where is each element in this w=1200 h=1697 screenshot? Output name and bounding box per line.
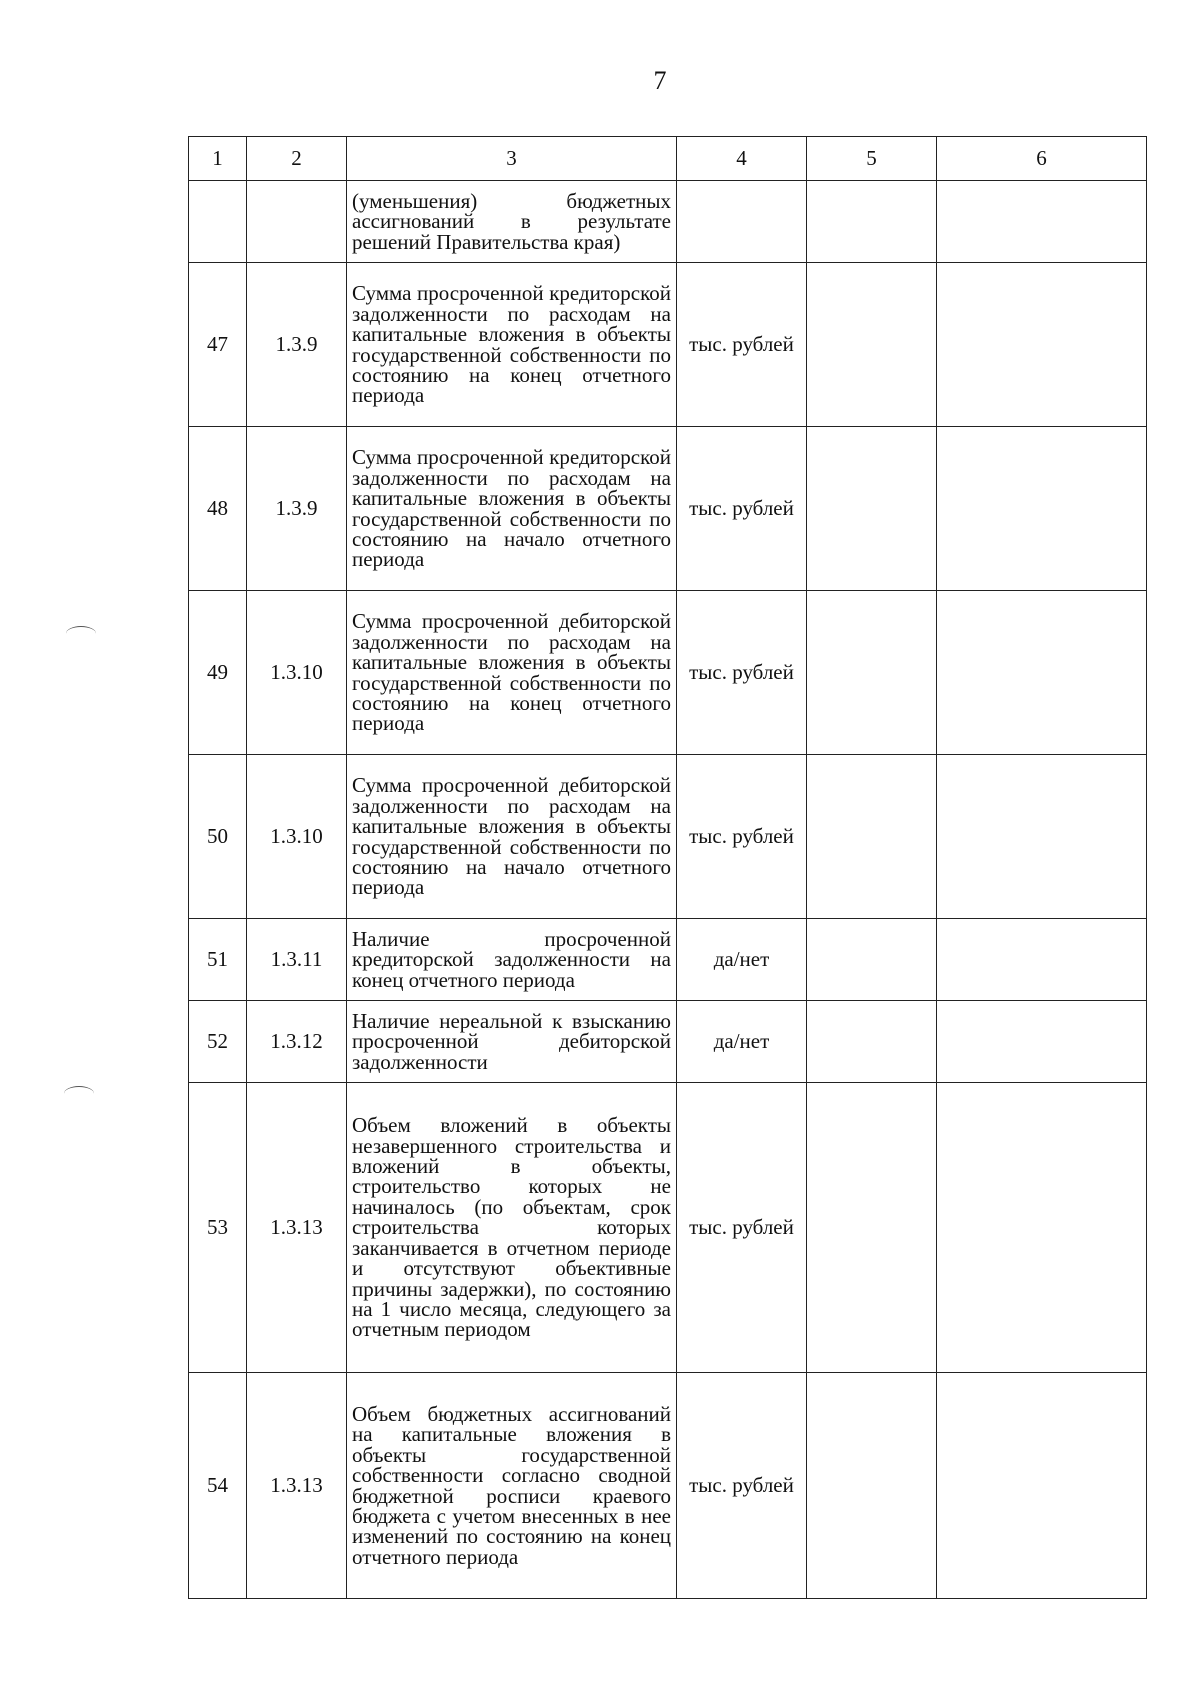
- row-value-6-cell: [937, 1083, 1147, 1373]
- row-unit-cell: да/нет: [677, 919, 807, 1001]
- table-row: [189, 263, 1147, 427]
- row-code-cell: 1.3.9: [247, 263, 347, 427]
- row-number-cell: 48: [189, 427, 247, 591]
- row-code-cell: 1.3.10: [247, 591, 347, 755]
- row-description-cell: Наличие просроченной кредиторской задолженности на конец отчетного периода: [347, 919, 677, 1001]
- row-unit-cell: да/нет: [677, 1001, 807, 1083]
- row-value-6-cell: [937, 919, 1147, 1001]
- row-number-cell: 50: [189, 755, 247, 919]
- row-value-6-cell: [937, 181, 1147, 263]
- table-row: [189, 1373, 1147, 1599]
- scan-mark-1: [66, 626, 96, 641]
- row-number-cell: 49: [189, 591, 247, 755]
- row-number-cell: [189, 181, 247, 263]
- row-value-5-cell: [807, 591, 937, 755]
- row-value-5-cell: [807, 1001, 937, 1083]
- header-col-4: 4: [677, 137, 807, 181]
- row-code-cell: 1.3.13: [247, 1083, 347, 1373]
- row-number-cell: 47: [189, 263, 247, 427]
- scan-mark-2: [64, 1086, 94, 1101]
- header-col-1: 1: [189, 137, 247, 181]
- row-value-6-cell: [937, 1373, 1147, 1599]
- row-code-cell: 1.3.13: [247, 1373, 347, 1599]
- row-value-6-cell: [937, 263, 1147, 427]
- row-unit-cell: тыс. рублей: [677, 755, 807, 919]
- row-number-cell: 52: [189, 1001, 247, 1083]
- row-description-cell: Сумма просроченной дебиторской задолженности по расходам на капитальные вложения в объекты государственной собственности по состоянию на конец отчетного периода: [347, 591, 677, 755]
- row-value-6-cell: [937, 591, 1147, 755]
- row-value-6-cell: [937, 755, 1147, 919]
- table-row: [189, 1083, 1147, 1373]
- row-value-6-cell: [937, 427, 1147, 591]
- row-description-cell: Сумма просроченной дебиторской задолженности по расходам на капитальные вложения в объекты государственной собственности по состоянию на начало отчетного периода: [347, 755, 677, 919]
- data-table: [188, 136, 1147, 1599]
- table-row: [189, 591, 1147, 755]
- row-value-6-cell: [937, 1001, 1147, 1083]
- row-unit-cell: [677, 181, 807, 263]
- header-col-5: 5: [807, 137, 937, 181]
- row-unit-cell: тыс. рублей: [677, 1083, 807, 1373]
- row-description-cell: Наличие нереальной к взысканию просроченной дебиторской задолженности: [347, 1001, 677, 1083]
- row-unit-cell: тыс. рублей: [677, 591, 807, 755]
- row-unit-cell: тыс. рублей: [677, 263, 807, 427]
- row-description-cell: (уменьшения) бюджетных ассигнований в результате решений Правительства края): [347, 181, 677, 263]
- row-value-5-cell: [807, 263, 937, 427]
- table-row: [189, 1001, 1147, 1083]
- row-description-cell: Объем бюджетных ассигнований на капитальные вложения в объекты государственной собственности согласно сводной бюджетной росписи краевого бюджета с учетом внесенных в нее изменений по состоянию на конец отчетного периода: [347, 1373, 677, 1599]
- row-value-5-cell: [807, 427, 937, 591]
- row-unit-cell: тыс. рублей: [677, 1373, 807, 1599]
- row-description-cell: Сумма просроченной кредиторской задолженности по расходам на капитальные вложения в объекты государственной собственности по состоянию на конец отчетного периода: [347, 263, 677, 427]
- table-row: [189, 427, 1147, 591]
- page-number: 7: [653, 66, 667, 95]
- table-row: [189, 181, 1147, 263]
- row-code-cell: 1.3.10: [247, 755, 347, 919]
- row-value-5-cell: [807, 1083, 937, 1373]
- row-value-5-cell: [807, 919, 937, 1001]
- row-code-cell: 1.3.11: [247, 919, 347, 1001]
- row-value-5-cell: [807, 1373, 937, 1599]
- row-unit-cell: тыс. рублей: [677, 427, 807, 591]
- row-code-cell: 1.3.12: [247, 1001, 347, 1083]
- row-number-cell: 54: [189, 1373, 247, 1599]
- header-col-6: 6: [937, 137, 1147, 181]
- header-col-2: 2: [247, 137, 347, 181]
- row-code-cell: 1.3.9: [247, 427, 347, 591]
- row-value-5-cell: [807, 181, 937, 263]
- row-number-cell: 51: [189, 919, 247, 1001]
- row-description-cell: Объем вложений в объекты незавершенного строительства и вложений в объекты, строительство которых не начиналось (по объектам, срок строительства которых заканчивается в отчетном периоде и отсутствуют объективные причины задержки), по состоянию на 1 число месяца, следующего за отчетным периодом: [347, 1083, 677, 1373]
- table-row: [189, 919, 1147, 1001]
- row-value-5-cell: [807, 755, 937, 919]
- row-code-cell: [247, 181, 347, 263]
- table-row: [189, 755, 1147, 919]
- row-description-cell: Сумма просроченной кредиторской задолженности по расходам на капитальные вложения в объекты государственной собственности по состоянию на начало отчетного периода: [347, 427, 677, 591]
- header-col-3: 3: [347, 137, 677, 181]
- table-header-row: [189, 137, 1147, 181]
- row-number-cell: 53: [189, 1083, 247, 1373]
